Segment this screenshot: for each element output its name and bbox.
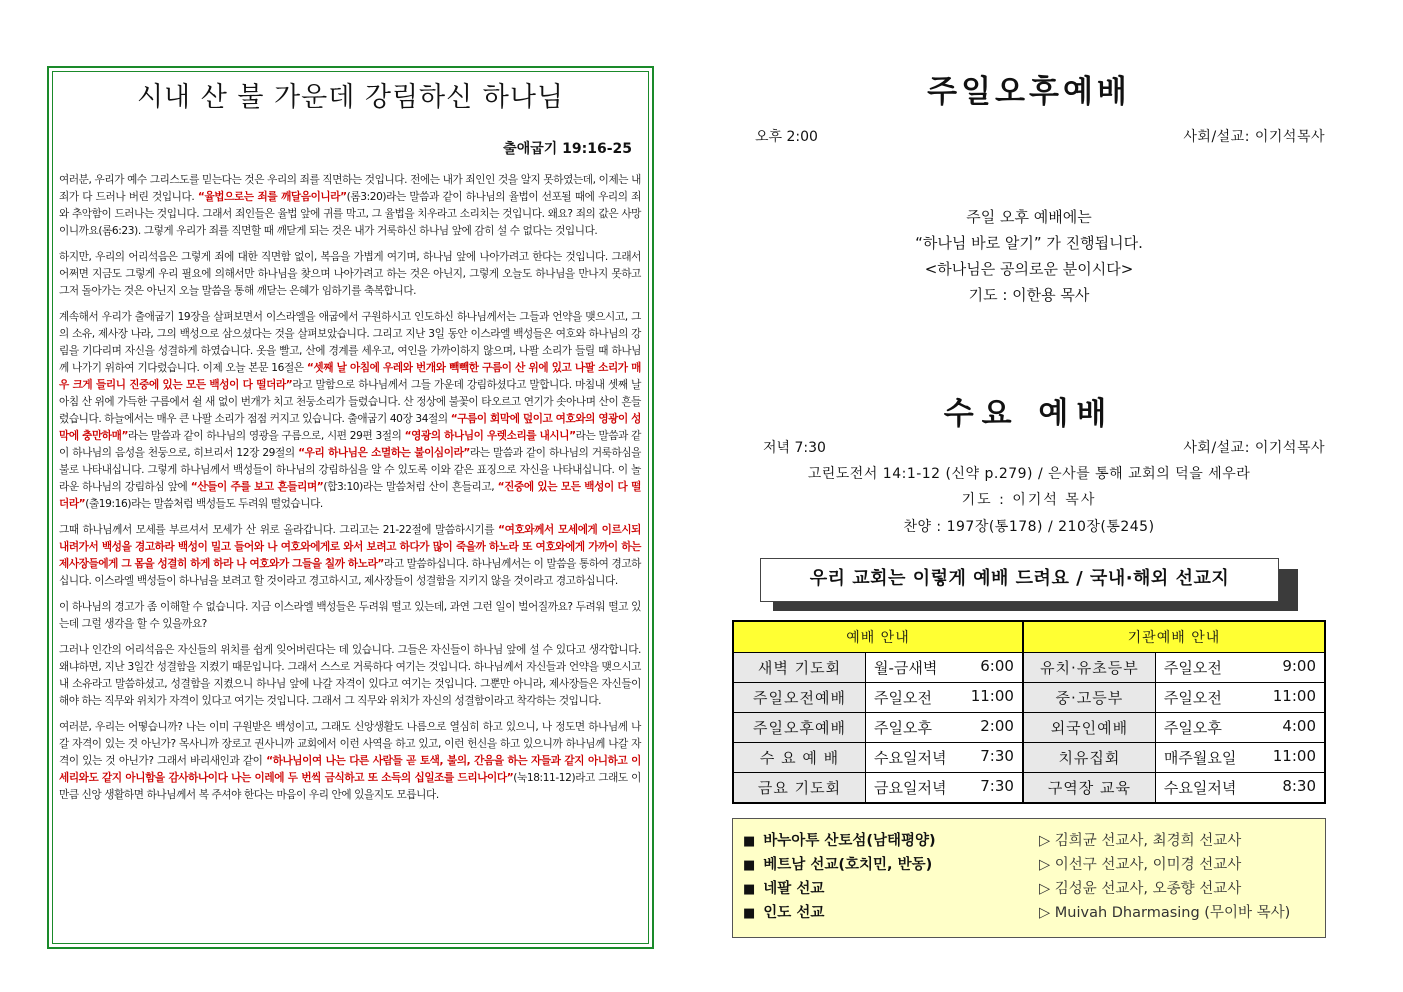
notice-line: 주일 오후 예배에는 (966, 208, 1092, 226)
square-bullet-icon: ■ (743, 858, 756, 873)
sermon-text: (합3:10)라는 말씀처럼 산이 흔들리고, (323, 481, 498, 493)
square-bullet-icon: ■ (743, 834, 756, 849)
missionaries: ▷ Muivah Dharmasing (무이바 목사) (1039, 905, 1291, 921)
sermon-text: 여러분, 우리는 어떻습니까? 나는 이미 구원받은 백성이고, 그래도 신앙생활도 나름으로 열심히 하고 있으니, 나 정도면 하나님께 나갈 자격이 있는 것 아닌가? 목사니까 장로고 권사니까 교회에서 이런 사역을 하고 있고, 이런 헌신을 하고 있으니까 하나님께 나갈 자격이 있는 것 아닌가? 그래서 바리새인과 같이 (59, 721, 641, 767)
schedule-day: 수요일저녁 (874, 749, 947, 767)
scripture-quote: “하나님이여 나는 다른 사람들 곧 토색, 불의, 간음을 하는 자들과 같지 아니하고 이 세리와도 같지 아니함을 감사하나이다 나는 이레에 두 번씩 금식하고 또 소득의 십일조를 드리나이다” (59, 755, 641, 784)
missionaries: ▷ 김희균 선교사, 최경희 선교사 (1039, 833, 1242, 849)
sermon-paragraph (59, 719, 641, 804)
sermon-paragraph (59, 599, 641, 633)
schedule-hour: 7:30 (980, 777, 1014, 795)
mission-row (743, 901, 1317, 925)
schedule-day: 주일오후 (1163, 719, 1222, 737)
scripture-quote: “진중에 있는 모든 백성이 다 떨더라” (59, 481, 641, 510)
square-bullet-icon: ■ (743, 882, 756, 897)
sermon-text: 라는 말씀과 같이 하나님의 음성을 천둥으로, 히브리서 12장 29절의 (59, 430, 641, 459)
schedule-row (733, 743, 1325, 773)
schedule-hour: 6:00 (980, 657, 1014, 675)
wednesday-service-time: 저녁 7:30 (763, 440, 826, 456)
sermon-text: 이 하나님의 경고가 좀 이해할 수 없습니다. 지금 이스라엘 백성들은 두려워 떨고 있는데, 과연 그런 일이 벌어질까요? 두려워 떨고 있는데 그럴 생각을 할 수 있을까요? (59, 601, 641, 630)
notice-line: 기도 : 이한용 목사 (968, 286, 1090, 304)
worship-time (866, 743, 1023, 773)
worship-name: 새벽 기도회 (733, 653, 866, 683)
notice-line: “하나님 바로 알기” 가 진행됩니다. (915, 234, 1143, 252)
department-name: 구역장 교육 (1023, 773, 1156, 804)
sermon-title: 시내 산 불 가운데 강림하신 하나님 (136, 82, 565, 113)
mission-field (743, 901, 824, 922)
schedule-header-worship: 예배 안내 (733, 621, 1023, 653)
sermon-text: (출19:16)라는 말씀처럼 백성들도 두려워 떨었습니다. (85, 498, 323, 510)
schedule-row (733, 713, 1325, 743)
sermon-box (47, 66, 654, 949)
schedule-hour: 9:00 (1282, 657, 1316, 675)
department-time (1155, 773, 1325, 804)
sermon-body (59, 172, 641, 813)
schedule-body (733, 653, 1325, 804)
wednesday-service-title: 수요 예배 (943, 396, 1115, 432)
schedule-day: 수요일저녁 (1163, 779, 1237, 797)
schedule-hour: 11:00 (1272, 747, 1316, 765)
mission-field-label: 바누아투 산토섬(남태평양) (763, 833, 936, 849)
worship-name: 주일오전예배 (733, 683, 866, 713)
schedule-header-departments: 기관예배 안내 (1023, 621, 1325, 653)
schedule-hour: 2:00 (980, 717, 1014, 735)
schedule-day: 주일오전 (1163, 659, 1222, 677)
wednesday-prayer: 기도 : 이기석 목사 (961, 492, 1097, 508)
scripture-quote: “여호와께서 모세에게 이르시되 내려가서 백성을 경고하라 백성이 밀고 들어와 나 여호와에게로 와서 보려고 하다가 많이 죽을까 하노라 또 여호와에게 가까이 하는 제사장들에게 그 몸을 성결히 하게 하라 나 여호와가 그들을 칠까 하노라” (59, 524, 641, 570)
sermon-paragraph (59, 642, 641, 710)
department-name: 중·고등부 (1023, 683, 1156, 713)
scripture-quote: “구름이 회막에 덮이고 여호와의 영광이 성막에 충만하매” (59, 413, 641, 442)
schedule-row (733, 773, 1325, 804)
worship-name: 수 요 예 배 (733, 743, 866, 773)
sermon-text: 하지만, 우리의 어리석음은 그렇게 죄에 대한 직면함 없이, 복음을 가볍게 여기며, 하나님 앞에 나아가려고 한다는 것입니다. 그래서 어쩌면 지금도 그렇게 우리 필요에 의해서만 하나님을 찾으며 나아가려고 하는 것은 아닌지, 그렇게 오늘도 하나님을 만나지 못하고 그저 돌아가는 것은 아닌지 오늘 말씀을 통해 깨닫는 은혜가 임하기를 축복합니다. (59, 251, 641, 297)
schedule-hour: 11:00 (970, 687, 1014, 705)
sermon-text: 라는 말씀과 같이 하나님의 영광을 구름으로, 시편 29편 3절의 (128, 430, 405, 442)
scripture-quote: “산들이 주를 보고 흔들리며” (190, 481, 324, 493)
mission-field-label: 네팔 선교 (763, 881, 825, 897)
worship-time (866, 683, 1023, 713)
mission-field-label: 베트남 선교(호치민, 반동) (763, 857, 933, 873)
sermon-text: 라고 말씀하십니다. 하나님께서는 이 말씀을 통하여 경고하십니다. 이스라엘 백성들이 하나님을 보려고 할 것이라고 경고하시고, 제사장들이 성결함을 지키지 않을 것이라고 경고하십니다. (59, 558, 641, 587)
schedule-day: 금요일저녁 (874, 779, 947, 797)
mission-field (743, 877, 824, 898)
department-time (1155, 653, 1325, 683)
wednesday-service-leader: 사회/설교: 이기석목사 (1183, 440, 1325, 456)
department-name: 유치·유초등부 (1023, 653, 1156, 683)
sermon-reference: 출애굽기 19:16-25 (503, 141, 632, 157)
schedule-hour: 11:00 (1272, 687, 1316, 705)
worship-name: 주일오후예배 (733, 713, 866, 743)
square-bullet-icon: ■ (743, 906, 756, 921)
worship-time (866, 773, 1023, 804)
worship-time (866, 713, 1023, 743)
scripture-quote: “우리 하나님은 소멸하는 불이심이라” (298, 447, 470, 459)
missionaries: ▷ 이선구 선교사, 이미경 선교사 (1039, 857, 1242, 873)
schedule-row (733, 653, 1325, 683)
sermon-paragraph (59, 309, 641, 513)
department-name: 외국인예배 (1023, 713, 1156, 743)
mission-field (743, 829, 936, 850)
worship-name: 금요 기도회 (733, 773, 866, 804)
schedule-hour: 7:30 (980, 747, 1014, 765)
sermon-text: 라는 말씀과 같이 하나님의 거룩하심을 불로 나타내십니다. 그렇게 하나님께서 백성들이 하나님의 강림하심을 알 수 있도록 이와 같은 표징으로 자신을 나타내십니다. 이 놀라운 하나님의 강림하심 앞에 (59, 447, 641, 493)
scripture-quote: “영광의 하나님이 우렛소리를 내시니” (404, 430, 576, 442)
mission-row (743, 877, 1317, 901)
missionaries: ▷ 김성윤 선교사, 오종향 선교사 (1039, 881, 1242, 897)
notice-line: <하나님은 공의로운 분이시다> (924, 260, 1134, 278)
missions-box (732, 818, 1326, 938)
sermon-text: 라고 말함으로 하나님께서 그들 가운데 강림하셨다고 말합니다. 마침내 셋째 날 아침 산 위에 가득한 구름에서 쉴 새 없이 번개가 치고 천둥소리가 들렸습니다. 산 정상에 불꽃이 타오르고 연기가 솟아나며 산이 흔들렸습니다. 하늘에서는 매우 큰 나팔 소리가 점점 커지고 있습니다. 출애굽기 40장 34절의 (59, 379, 641, 425)
mission-row (743, 853, 1317, 877)
schedule-day: 매주월요일 (1163, 749, 1237, 767)
schedule-row (733, 683, 1325, 713)
sermon-paragraph (59, 172, 641, 240)
schedule-banner: 우리 교회는 이렇게 예배 드려요 / 국내·해외 선교지 (760, 558, 1279, 602)
afternoon-notice (732, 204, 1326, 308)
worship-time (866, 653, 1023, 683)
schedule-day: 주일오전 (1163, 689, 1222, 707)
schedule-hour: 4:00 (1282, 717, 1316, 735)
sermon-text: (롬3:20)라는 말씀과 같이 하나님의 율법이 선포될 때에 우리의 죄와 추악함이 드러나는 것입니다. 그래서 죄인들은 율법 앞에 귀를 막고, 그 율법을 치우라고 소리치는 것입니다. 왜요? 죄의 값은 사망이니까요(롬6:23). 그렇게 우리가 죄를 직면할 때 깨닫게 되는 것은 내가 거룩하신 하나님 앞에 감히 설 수 없다는 것입니다. (59, 191, 641, 237)
scripture-quote: “율법으로는 죄를 깨달음이니라” (197, 191, 347, 203)
sermon-text: 계속해서 우리가 출애굽기 19장을 살펴보면서 이스라엘을 애굽에서 구원하시고 인도하신 하나님께서는 그들과 언약을 맺으시고, 그의 소유, 제사장 나라, 그의 백성으로 삼으셨다는 것을 살펴보았습니다. 그리고 지난 3일 동안 이스라엘 백성들은 여호와 하나님의 강림을 기다리며 자신을 성결하게 하였습니다. 옷을 빨고, 산에 경계를 세우고, 여인을 가까이하지 않으며, 나팔 소리가 들릴 때 하나님께 나가기 위하여 기다렸습니다. 이제 오늘 본문 16절은 (59, 311, 641, 374)
sermon-text: 그러나 인간의 어리석음은 자신들의 위치를 쉽게 잊어버린다는 데 있습니다. 그들은 자신들이 하나님 앞에 설 수 있다고 생각합니다. 왜냐하면, 지난 3일간 성결함을 지켰기 때문입니다. 그래서 스스로 거룩하다 여기는 것입니다. 하나님께서 자신들과 언약을 맺으시고 내 소유라고 말씀하셨고, 성결함을 지켰으니 하나님 앞에 나갈 자격이 있다고 여기는 것입니다. 그뿐만 아니라, 제사장들은 자신들이 해야 하는 직무와 위치가 자격이 있다고 여기는 것입니다. 그래서 그 직무와 위치가 자신의 성결함이라고 착각하는 것입니다. (59, 644, 641, 707)
department-time (1155, 713, 1325, 743)
sermon-text: (눅18:11-12)라고 그래도 이만큼 신앙 생활하면 하나님께서 복 주셔야 한다는 마음이 우리 안에 있을지도 모릅니다. (59, 772, 641, 801)
mission-field-label: 인도 선교 (763, 905, 825, 921)
department-time (1155, 683, 1325, 713)
sermon-text: 여러분, 우리가 예수 그리스도를 믿는다는 것은 우리의 죄를 직면하는 것입니다. 전에는 내가 죄인인 것을 알지 못하였는데, 이제는 내 죄가 다 드러나 버린 것입니다. (59, 174, 641, 203)
schedule-day: 주일오전 (874, 689, 932, 707)
wednesday-scripture: 고린도전서 14:1-12 (신약 p.279) / 은사를 통해 교회의 덕을 세우라 (807, 466, 1251, 482)
schedule-day: 월-금새벽 (874, 659, 938, 677)
mission-field (743, 853, 932, 874)
mission-row (743, 829, 1317, 853)
scripture-quote: “셋째 날 아침에 우레와 번개와 빽빽한 구름이 산 위에 있고 나팔 소리가 매우 크게 들리니 진중에 있는 모든 백성이 다 떨더라” (59, 362, 641, 391)
sermon-paragraph (59, 249, 641, 300)
sermon-text: 그때 하나님께서 모세를 부르셔서 모세가 산 위로 올라갑니다. 그리고는 21-22절에 말씀하시기를 (59, 524, 499, 536)
schedule-day: 주일오후 (874, 719, 932, 737)
afternoon-service-title: 주일오후예배 (927, 74, 1131, 110)
department-time (1155, 743, 1325, 773)
wednesday-hymn: 찬양 : 197장(통178) / 210장(통245) (903, 519, 1155, 535)
afternoon-service-time: 오후 2:00 (755, 129, 818, 145)
schedule-hour: 8:30 (1282, 777, 1316, 795)
afternoon-service-leader: 사회/설교: 이기석목사 (1183, 129, 1325, 145)
schedule-table (732, 620, 1326, 804)
department-name: 치유집회 (1023, 743, 1156, 773)
sermon-paragraph (59, 522, 641, 590)
